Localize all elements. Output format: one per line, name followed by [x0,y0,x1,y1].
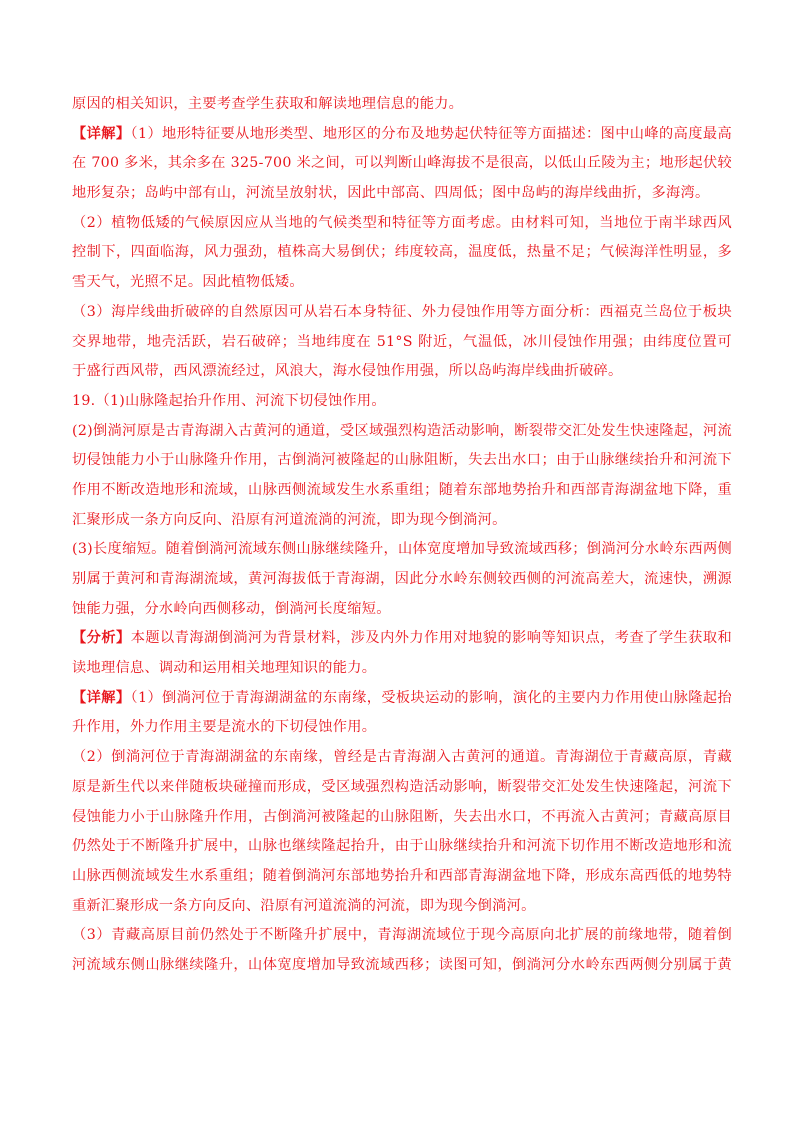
text-line [72,864,732,888]
text-line [72,686,732,710]
line-text: 控制下，四面临海，风力强劲，植株高大易倒伏；纬度较高，温度低，热量不足；气候海洋性明显，多 [72,244,732,261]
line-text: 19.（1)山脉隆起抬升作用、河流下切侵蚀作用。 [72,392,386,409]
line-text: 升作用，外力作用主要是流水的下切侵蚀作用。 [72,719,377,736]
text-line [72,567,732,591]
text-line [72,597,732,621]
line-text: 河流域东侧山脉继续隆升，山体宽度增加导致流域西移；读图可知，倒淌河分水岭东西两侧分别属于黄 [72,956,732,973]
text-line [72,508,732,532]
line-text: 蚀能力强，分水岭向西侧移动，倒淌河长度缩短。 [72,600,391,617]
line-text: （3）青藏高原目前仍然处于不断隆升扩展中，青海湖流域位于现今高原向北扩展的前缘地带，随着倒 [72,927,732,944]
text-line [72,270,732,294]
text-line [72,478,732,502]
text-line [72,181,732,205]
text-line [72,240,732,264]
line-text: 读地理信息、调动和运用相关地理知识的能力。 [72,660,377,677]
text-line [72,300,732,324]
text-line [72,151,732,175]
line-text: （2）植物低矮的气候原因应从当地的气候类型和特征等方面考虑。由材料可知，当地位于南半球西风 [72,214,732,231]
line-text: 重新汇聚形成一条方向反向、沿原有河道流淌的河流，即为现今倒淌河。 [72,897,536,914]
text-line [72,92,732,116]
text-line [72,122,732,146]
line-text: 汇聚形成一条方向反向、沿原有河道流淌的河流，即为现今倒淌河。 [72,511,507,528]
text-line [72,389,732,413]
line-text: 山脉西侧流域发生水系重组；随着倒淌河东部地势抬升和西部青海湖盆地下降，形成东高西低的地势特 [72,867,732,884]
line-text: (3)长度缩短。随着倒淌河流域东侧山脉继续隆升，山体宽度增加导致流域西移；倒淌河分水岭东西两侧 [72,541,732,558]
document-body [72,92,732,983]
text-line [72,953,732,977]
text-line [72,448,732,472]
line-text: （3）海岸线曲折破碎的自然原因可从岩石本身特征、外力侵蚀作用等方面分析：西福克兰岛位于板块 [72,303,732,320]
text-line [72,834,732,858]
line-text: 在 700 多米，其余多在 325-700 米之间，可以判断山峰海拔不是很高，以低山丘陵为主；地形起伏较 [72,155,732,172]
text-line [72,923,732,947]
line-text: 别属于黄河和青海湖流域，黄河海拔低于青海湖，因此分水岭东侧较西侧的河流高差大，流速快，溯源 [72,571,732,587]
line-text: （1）地形特征要从地形类型、地形区的分布及地势起伏特征等方面描述：图中山峰的高度最高 [130,125,732,142]
section-tag: 【分析】 [72,630,131,647]
line-text: 于盛行西风带，西风漂流经过，风浪大，海水侵蚀作用强，所以岛屿海岸线曲折破碎。 [72,363,623,380]
line-text: 交界地带，地壳活跃，岩石破碎；当地纬度在 51°S 附近，气温低，冰川侵蚀作用强；由纬度位置可 [72,333,732,350]
text-line [72,805,732,829]
text-line [72,359,732,383]
text-line [72,330,732,354]
line-text: 原是新生代以来伴随板块碰撞而形成，受区域强烈构造活动影响，断裂带交汇处发生快速隆起，河流下 [72,778,732,795]
line-text: 本题以青海湖倒淌河为背景材料，涉及内外力作用对地貌的影响等知识点，考查了学生获取和 [130,630,732,647]
section-tag: 【详解】 [72,689,131,706]
line-text: (2)倒淌河原是古青海湖入古黄河的通道，受区域强烈构造活动影响，断裂带交汇处发生快速隆起，河流 [72,422,732,439]
line-text: （2）倒淌河位于青海湖湖盆的东南缘，曾经是古青海湖入古黄河的通道。青海湖位于青藏高原，青藏 [72,749,732,766]
line-text: 原因的相关知识，主要考查学生获取和解读地理信息的能力。 [72,96,464,112]
text-line [72,715,732,739]
text-line [72,211,732,235]
text-line [72,775,732,799]
line-text: 作用不断改造地形和流域，山脉西侧流域发生水系重组；随着东部地势抬升和西部青海湖盆地下降，重 [72,481,732,498]
section-tag: 【详解】 [72,125,131,142]
line-text: 仍然处于不断隆升扩展中，山脉也继续隆起抬升，由于山脉继续抬升和河流下切作用不断改造地形和流 [72,838,732,855]
line-text: （1）倒淌河位于青海湖湖盆的东南缘，受板块运动的影响，演化的主要内力作用使山脉隆起抬 [130,689,732,706]
text-line [72,656,732,680]
text-line [72,419,732,443]
line-text: 侵蚀能力小于山脉隆升作用，古倒淌河被隆起的山脉阻断，失去出水口，不再流入古黄河；青藏高原目 [72,808,732,825]
text-line [72,745,732,769]
line-text: 地形复杂；岛屿中部有山，河流呈放射状，因此中部高、四周低；图中岛屿的海岸线曲折，多海湾。 [72,185,710,202]
line-text: 雪天气，光照不足。因此植物低矮。 [72,274,304,291]
line-text: 切侵蚀能力小于山脉隆升作用，古倒淌河被隆起的山脉阻断，失去出水口；由于山脉继续抬升和河流下 [72,452,732,469]
text-line [72,894,732,918]
text-line [72,626,732,650]
text-line [72,537,732,561]
